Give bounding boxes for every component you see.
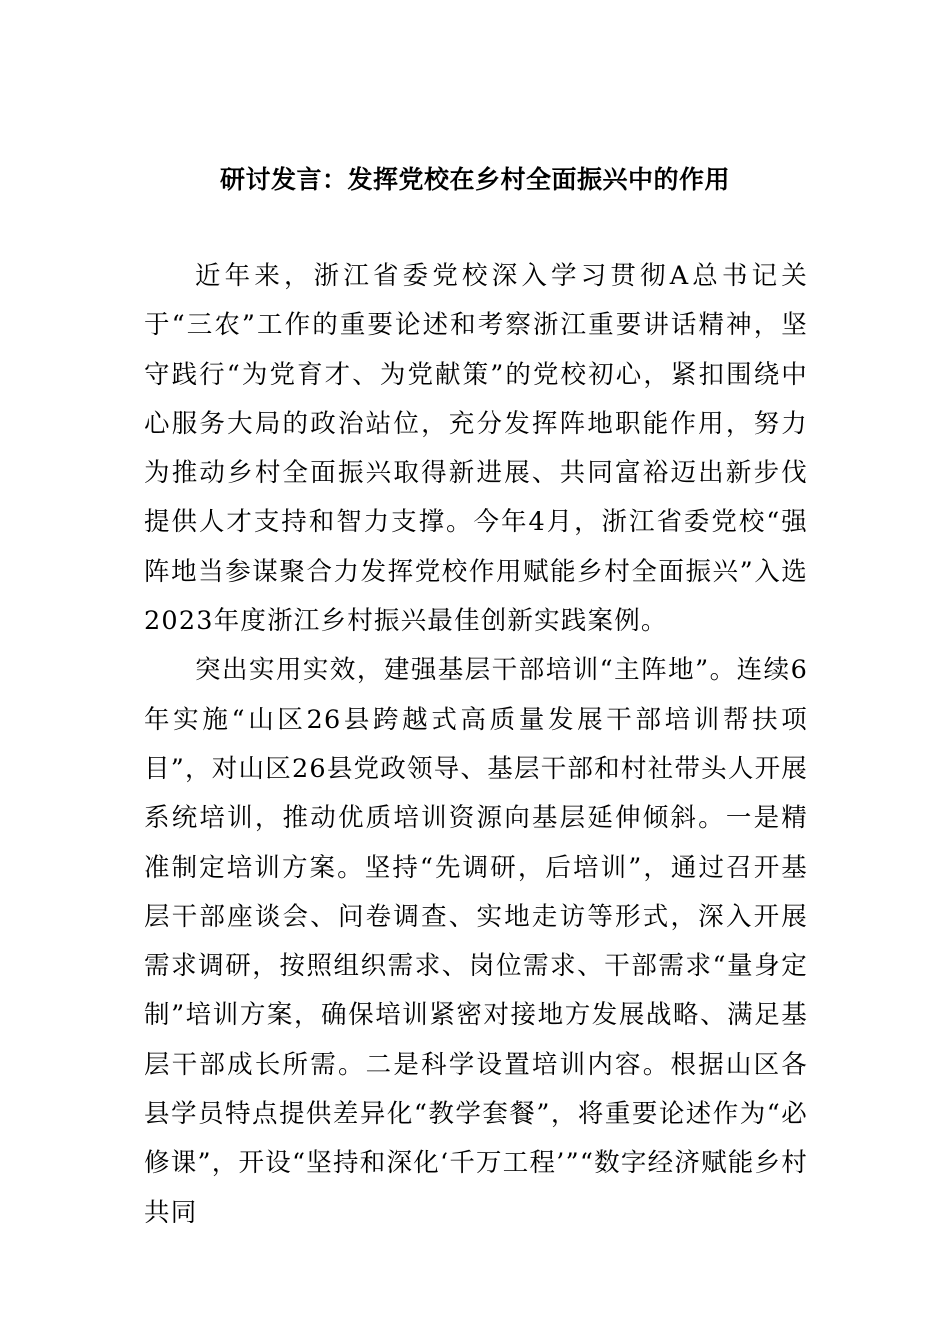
paragraph-intro: 近年来，浙江省委党校深入学习贯彻A总书记关于“三农”工作的重要论述和考察浙江重要讲话精神，坚守践行“为党育才、为党献策”的党校初心，紧扣围绕中心服务大局的政治站位，充分发挥阵地职能作用，努力为推动乡村全面振兴取得新进展、共同富裕迈出新步伐提供人才支持和智力支撑。今年4月，浙江省委党校“强阵地当参谋聚合力发挥党校作用赋能乡村全面振兴”入选2023年度浙江乡村振兴最佳创新实践案例。 — [144, 261, 808, 637]
document-body — [144, 252, 808, 1238]
paragraph-training: 突出实用实效，建强基层干部培训“主阵地”。连续6年实施“山区26县跨越式高质量发展干部培训帮扶项目”，对山区26县党政领导、基层干部和村社带头人开展系统培训，推动优质培训资源向基层延伸倾斜。一是精准制定培训方案。坚持“先调研，后培训”，通过召开基层干部座谈会、问卷调查、实地走访等形式，深入开展需求调研，按照组织需求、岗位需求、干部需求“量身定制”培训方案，确保培训紧密对接地方发展战略、满足基层干部成长所需。二是科学设置培训内容。根据山区各县学员特点提供差异化“教学套餐”，将重要论述作为“必修课”，开设“坚持和深化‘千万工程’”“数字经济赋能乡村共同 — [144, 655, 808, 1228]
document-title: 研讨发言：发挥党校在乡村全面振兴中的作用 — [219, 165, 730, 194]
